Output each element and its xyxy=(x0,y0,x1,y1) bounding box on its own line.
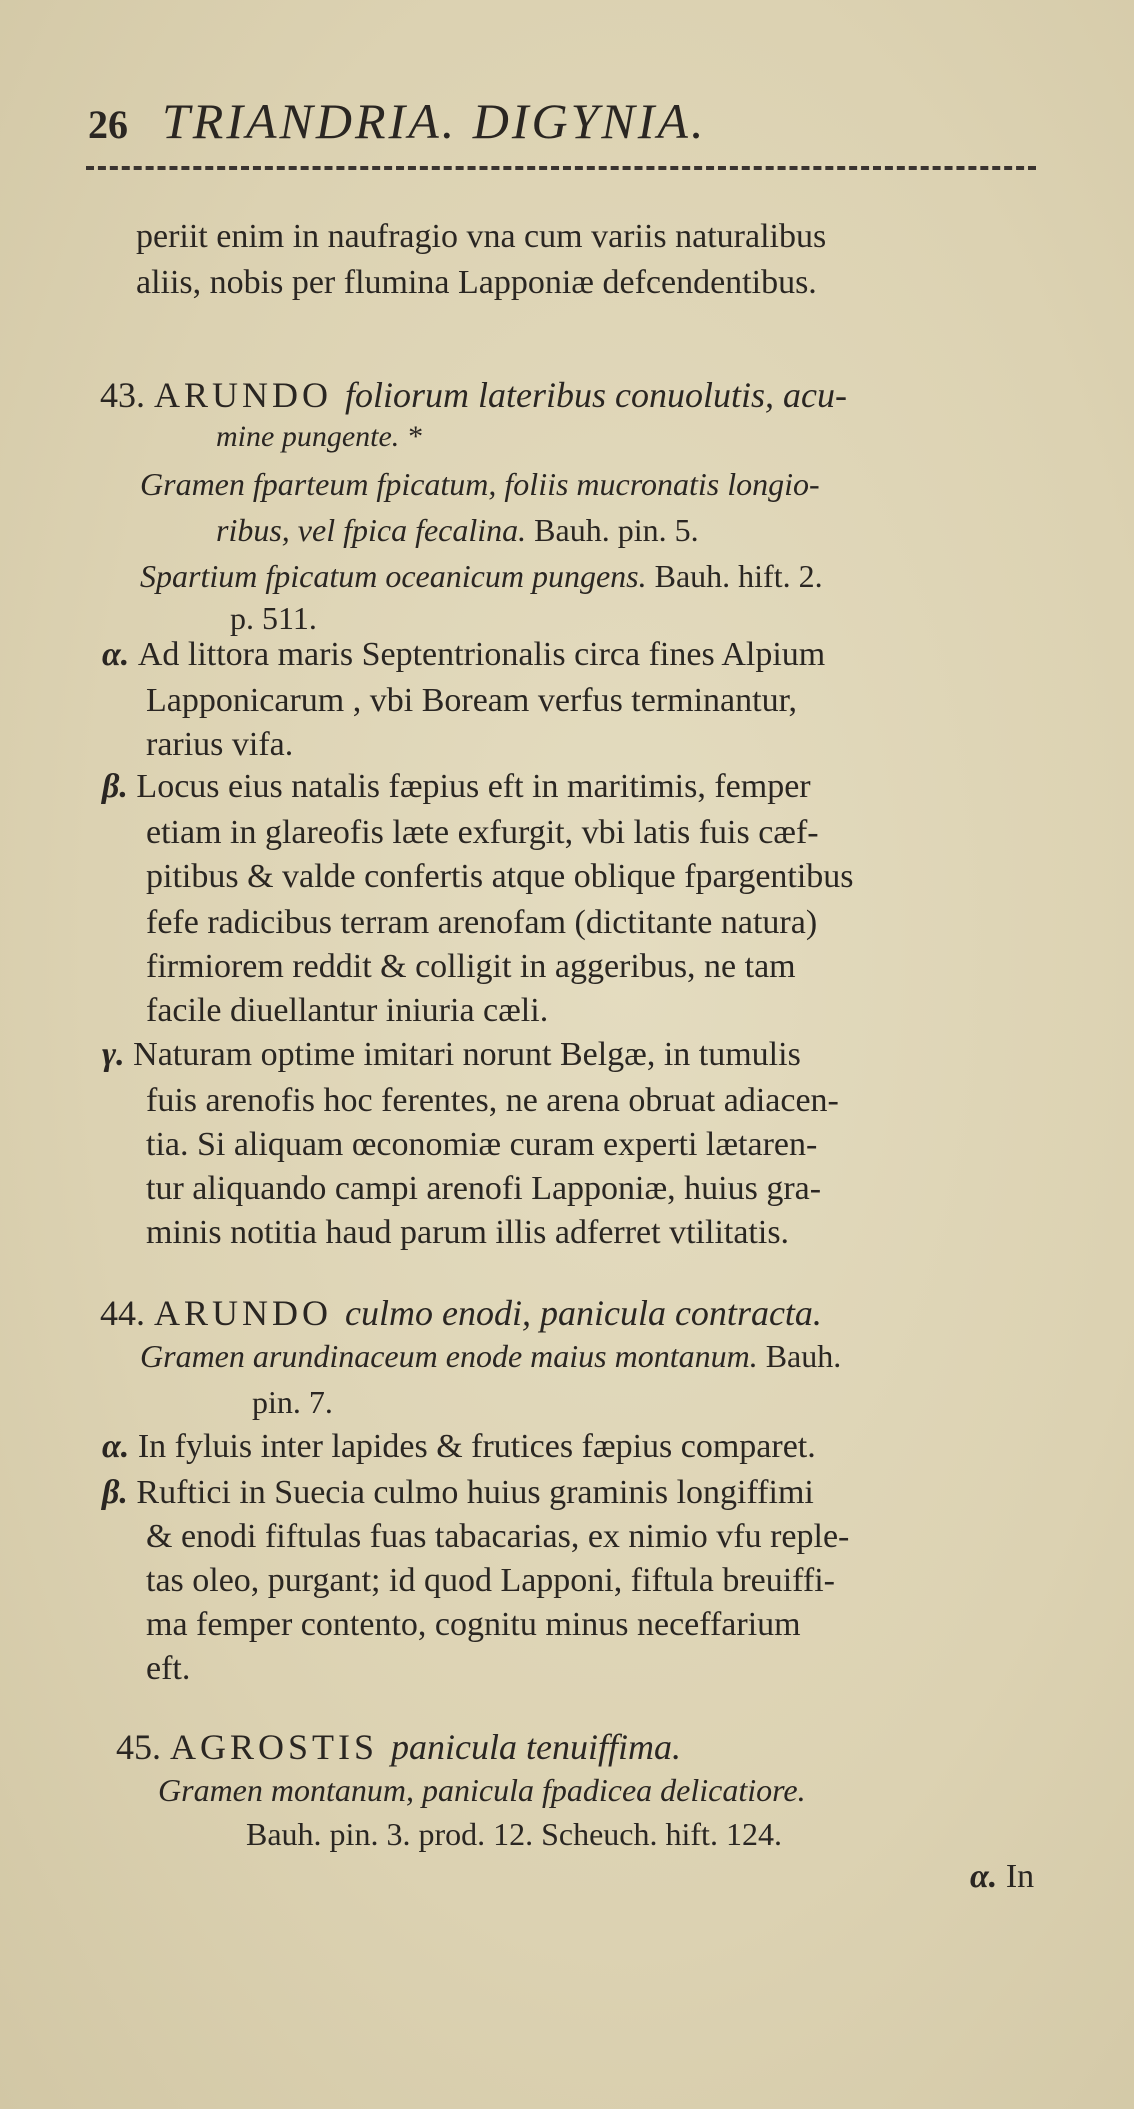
text-line xyxy=(970,1858,1034,1896)
text-span: ARUNDO xyxy=(154,1293,346,1333)
text-span: ma femper contento, cognitu minus neceffarium xyxy=(146,1606,801,1643)
text-line xyxy=(230,600,317,637)
text-span: 44. xyxy=(100,1293,154,1333)
text-line xyxy=(146,1650,190,1688)
text-span: β. xyxy=(102,1474,137,1511)
text-line xyxy=(136,218,826,256)
text-line xyxy=(146,904,817,942)
text-span: Locus eius natalis fæpius eft in maritimis, femper xyxy=(136,768,811,805)
text-line xyxy=(216,512,699,549)
running-title: TRIANDRIA. DIGYNIA. xyxy=(162,93,707,149)
text-line xyxy=(102,1474,814,1512)
text-span: Gramen montanum, panicula fpadicea delicatiore. xyxy=(158,1772,806,1808)
text-span: eft. xyxy=(146,1650,191,1687)
text-span: tur aliquando campi arenofi Lapponiæ, huius gra- xyxy=(146,1170,822,1207)
text-span: mine pungente. * xyxy=(216,420,422,453)
text-line xyxy=(146,1082,839,1120)
text-span: ribus, vel fpica fecalina. xyxy=(216,512,535,548)
text-span: Ad littora maris Septentrionalis circa fines Alpium xyxy=(137,636,826,673)
text-span: Lapponicarum , vbi Boream verfus terminantur, xyxy=(146,682,798,719)
text-line xyxy=(146,1170,821,1208)
text-line xyxy=(100,1292,822,1334)
text-span: minis notitia haud parum illis adferret vtilitatis. xyxy=(146,1214,790,1251)
text-line xyxy=(102,636,825,674)
text-line xyxy=(146,1518,849,1556)
text-line xyxy=(102,1428,816,1466)
page-header xyxy=(88,92,1068,152)
text-line xyxy=(146,1606,801,1644)
text-line xyxy=(140,1338,841,1375)
text-span: Naturam optime imitari norunt Belgæ, in tumulis xyxy=(133,1036,801,1073)
text-span: etiam in glareofis læte exfurgit, vbi latis fuis cæf- xyxy=(146,814,819,851)
text-line xyxy=(146,814,819,852)
text-span: tas oleo, purgant; id quod Lapponi, fiftula breuiffi- xyxy=(146,1562,835,1599)
text-span: pitibus & valde confertis atque oblique fpargentibus xyxy=(146,858,854,895)
text-span: In fyluis inter lapides & frutices fæpius comparet. xyxy=(137,1428,816,1465)
text-span: In xyxy=(1005,1858,1035,1895)
text-span: aliis, nobis per flumina Lapponiæ defcendentibus. xyxy=(136,264,817,301)
text-span: panicula tenuiffima. xyxy=(391,1727,681,1767)
header-rule xyxy=(86,166,1036,170)
text-span: periit enim in naufragio vna cum variis naturalibus xyxy=(136,218,827,255)
text-span: Bauh. pin. 3. prod. 12. Scheuch. hift. 124. xyxy=(246,1816,782,1852)
text-span: Ruftici in Suecia culmo huius graminis longiffimi xyxy=(136,1474,814,1511)
text-span: facile diuellantur iniuria cæli. xyxy=(146,992,549,1029)
text-span: foliorum lateribus conuolutis, acu- xyxy=(345,375,847,415)
text-span: Bauh. pin. 5. xyxy=(534,512,699,548)
text-span: Gramen arundinaceum enode maius montanum. xyxy=(140,1338,766,1374)
text-line xyxy=(146,1562,835,1600)
text-span: Bauh. xyxy=(765,1338,842,1374)
text-span: pin. 7. xyxy=(252,1384,333,1420)
text-line xyxy=(146,948,796,986)
text-span: Spartium fpicatum oceanicum pungens. xyxy=(140,558,655,594)
text-line xyxy=(146,1214,789,1252)
text-span: culmo enodi, panicula contracta. xyxy=(345,1293,822,1333)
text-span: α. xyxy=(970,1858,1006,1895)
text-line xyxy=(146,1126,817,1164)
text-span: & enodi fiftulas fuas tabacarias, ex nimio vfu reple- xyxy=(146,1518,850,1555)
page-number: 26 xyxy=(88,102,128,147)
text-span: α. xyxy=(102,1428,138,1465)
text-line xyxy=(246,1816,782,1853)
text-span: p. 511. xyxy=(230,600,317,636)
text-line xyxy=(100,374,847,416)
text-line xyxy=(252,1384,333,1421)
text-line xyxy=(146,726,293,764)
text-line xyxy=(136,264,817,302)
text-span: rarius vifa. xyxy=(146,726,294,763)
text-span: tia. Si aliquam œconomiæ curam experti lætaren- xyxy=(146,1126,818,1163)
text-span: 43. xyxy=(100,375,154,415)
text-line xyxy=(140,558,823,595)
text-span: Gramen fparteum fpicatum, foliis mucronatis longio- xyxy=(140,466,820,502)
text-line xyxy=(102,768,811,806)
text-span: AGROSTIS xyxy=(170,1727,392,1767)
text-span: firmiorem reddit & colligit in aggeribus, ne tam xyxy=(146,948,796,985)
text-line xyxy=(216,420,422,454)
text-span: 45. xyxy=(116,1727,170,1767)
text-line xyxy=(116,1726,681,1768)
text-span: fefe radicibus terram arenofam (dictitante natura) xyxy=(146,904,818,941)
text-line xyxy=(146,858,854,896)
text-span: α. xyxy=(102,636,138,673)
text-line xyxy=(146,992,548,1030)
text-line xyxy=(102,1036,801,1074)
text-span: ARUNDO xyxy=(154,375,346,415)
text-span: β. xyxy=(102,768,137,805)
text-line xyxy=(140,466,820,503)
text-span: fuis arenofis hoc ferentes, ne arena obruat adiacen- xyxy=(146,1082,839,1119)
text-line xyxy=(158,1772,806,1809)
text-span: γ. xyxy=(102,1036,134,1073)
text-line xyxy=(146,682,797,720)
text-span: Bauh. hift. 2. xyxy=(654,558,823,594)
